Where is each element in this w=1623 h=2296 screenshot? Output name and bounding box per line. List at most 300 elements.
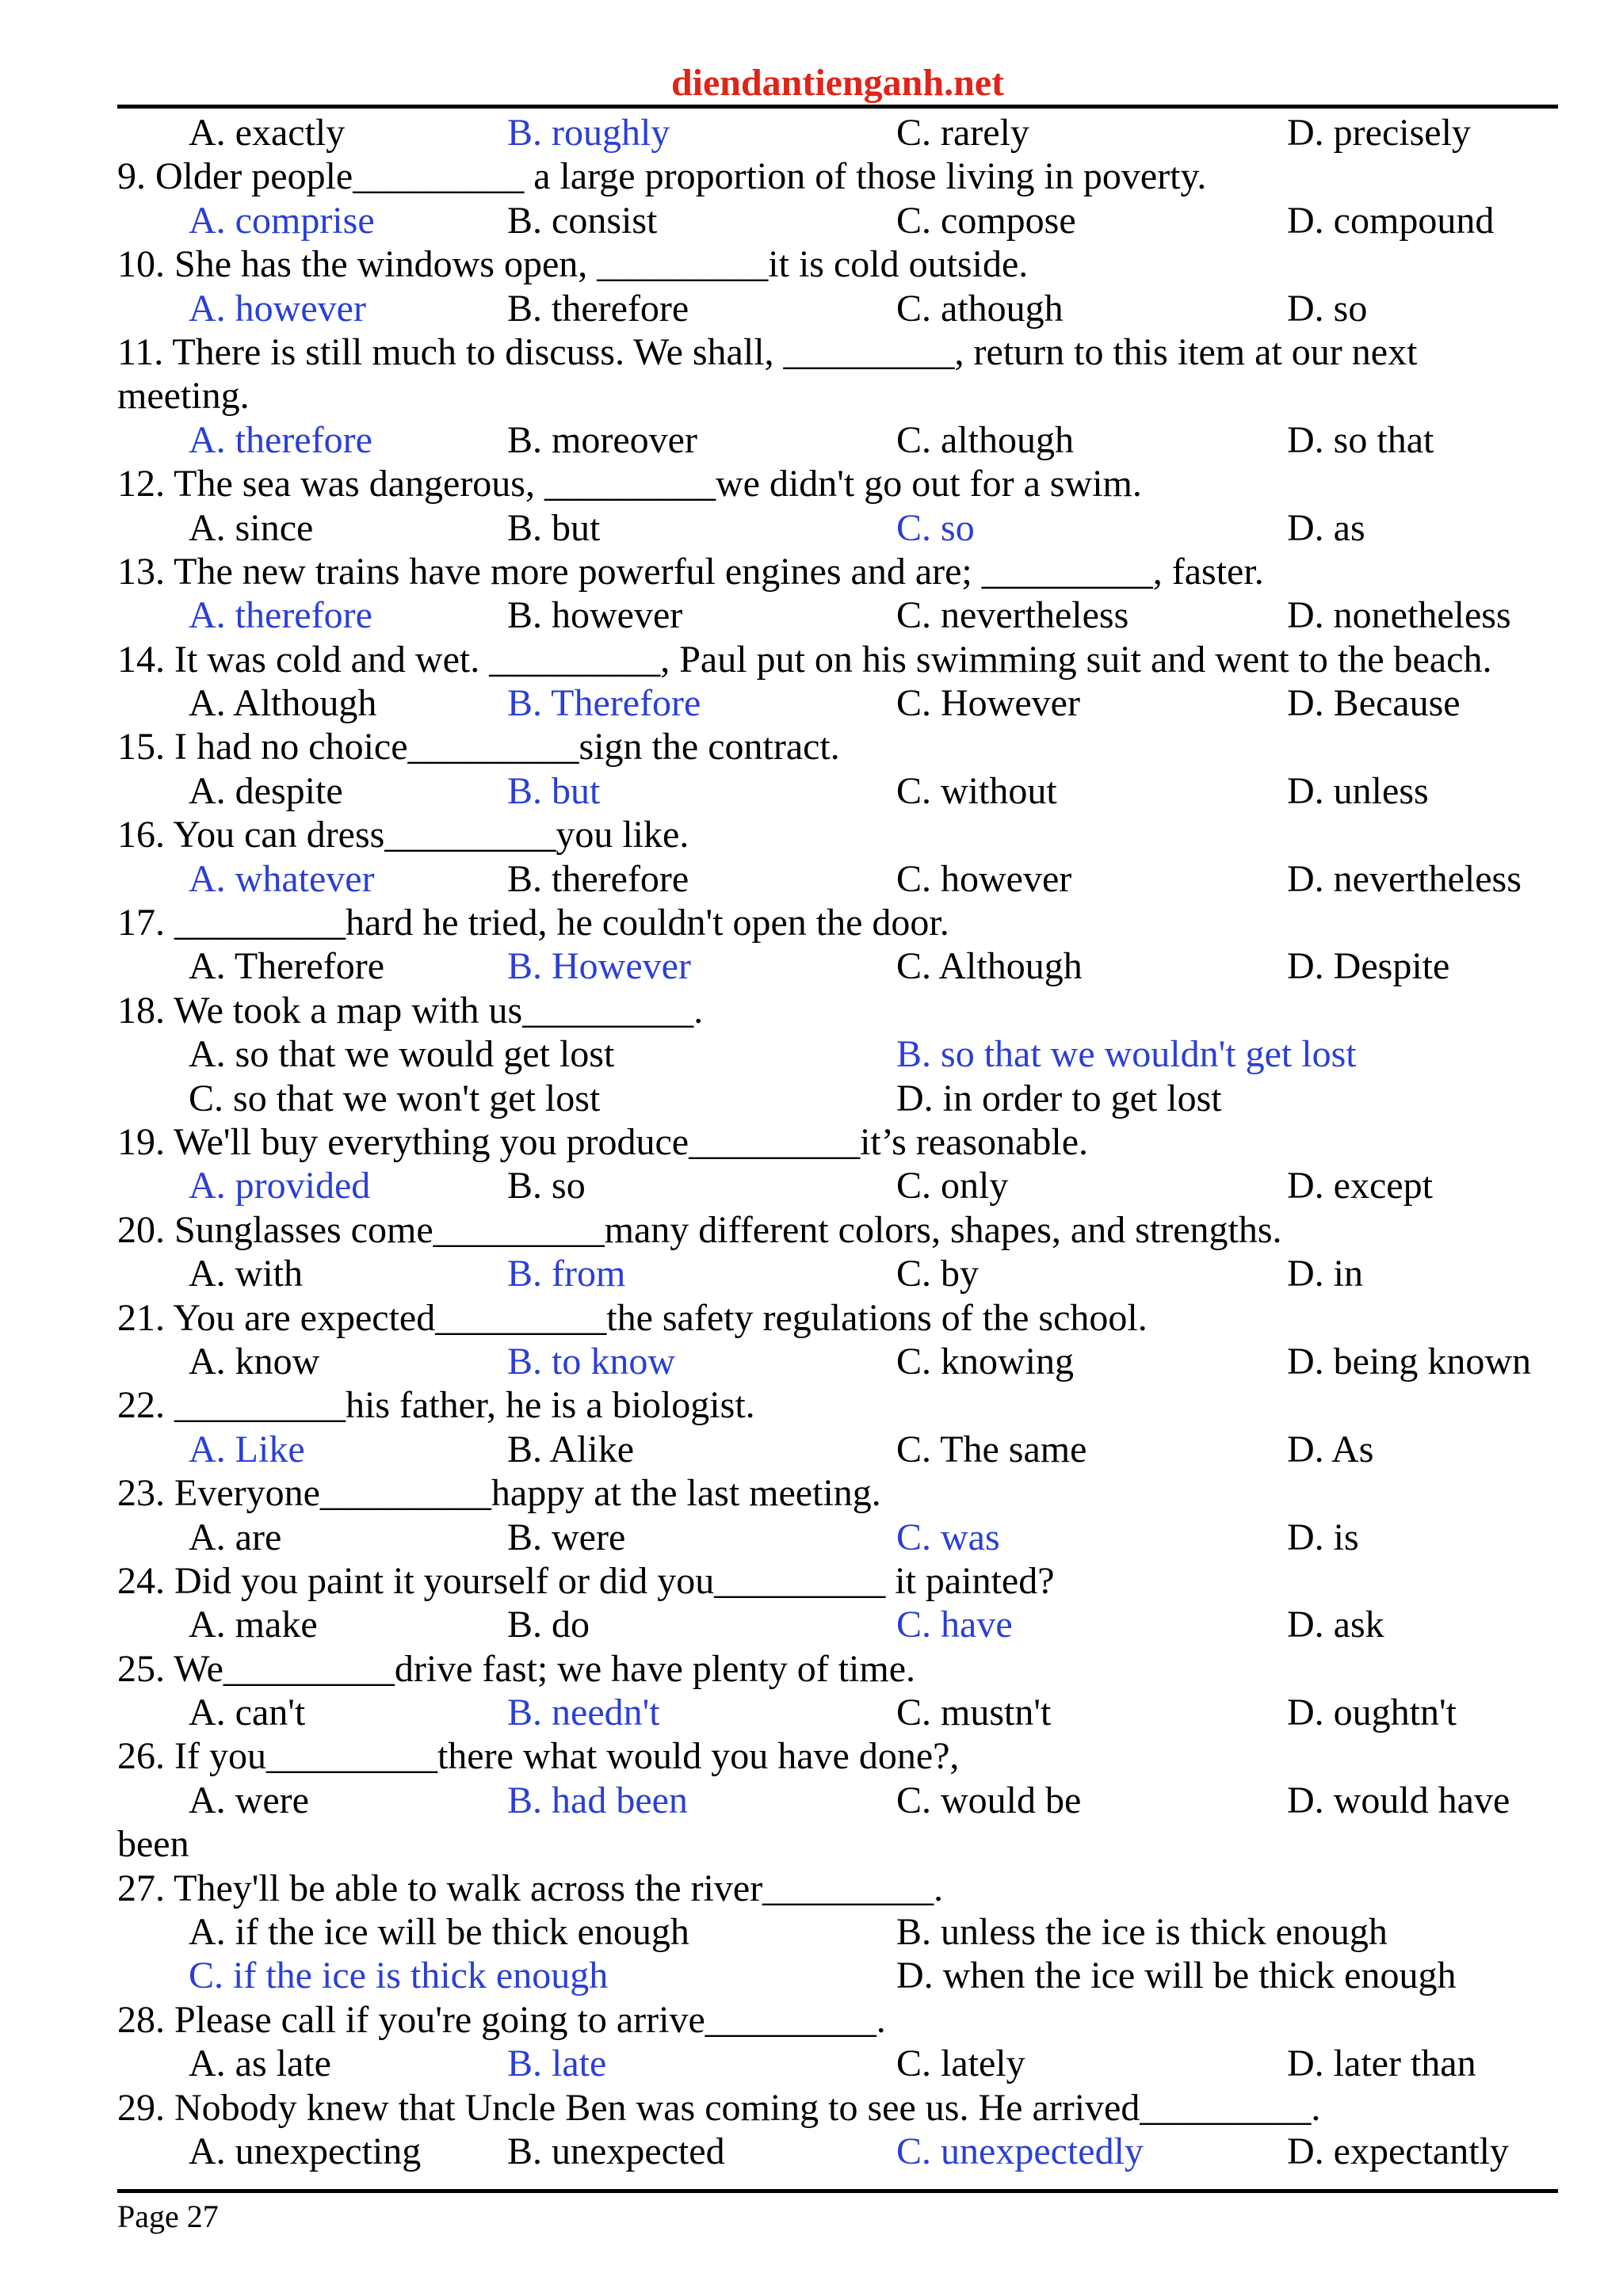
- option-text: However: [552, 945, 691, 988]
- question-23: [117, 1471, 1558, 1559]
- option-letter: A.: [189, 857, 226, 900]
- option-letter: D.: [1287, 506, 1324, 549]
- option-letter: C.: [189, 1955, 224, 1997]
- option-text: if the ice will be thick enough: [235, 1911, 689, 1954]
- question-number: 13.: [117, 550, 165, 593]
- option-letter: C.: [896, 287, 932, 330]
- option-b: [507, 593, 682, 637]
- question-list: [117, 111, 1558, 2173]
- option-d: [1287, 681, 1461, 725]
- option-letter: D.: [1287, 418, 1324, 461]
- option-text: therefore: [235, 594, 372, 637]
- option-text: however: [552, 594, 683, 637]
- option-text: without: [941, 769, 1057, 812]
- option-letter: A.: [189, 1911, 226, 1954]
- option-letter: B.: [507, 857, 543, 900]
- option-text: would be: [941, 1779, 1082, 1821]
- option-letter: D.: [1287, 945, 1324, 988]
- question-stem: [117, 1998, 1558, 2042]
- option-text: Because: [1333, 682, 1461, 725]
- question-text: Please call if you're going to arrive_________.: [174, 1998, 886, 2041]
- option-text-continuation: [117, 1822, 1558, 1866]
- question-text: The new trains have more powerful engines and are; _________, faster.: [174, 550, 1264, 593]
- option-letter: D.: [896, 1077, 934, 1119]
- option-text: although: [941, 418, 1074, 461]
- option-letter: A.: [189, 112, 226, 154]
- question-text: You are expected_________the safety regulations of the school.: [173, 1296, 1148, 1339]
- option-text: by: [941, 1253, 980, 1295]
- option-text: Although: [938, 945, 1083, 988]
- option-text: are: [235, 1516, 282, 1558]
- option-text: mustn't: [941, 1691, 1052, 1734]
- option-a: [189, 1252, 303, 1295]
- option-letter: A.: [189, 682, 226, 725]
- option-text: late: [552, 2042, 607, 2085]
- option-text: unexpecting: [235, 2130, 422, 2172]
- option-letter: C.: [189, 1077, 224, 1119]
- option-a: [189, 593, 372, 637]
- option-text: therefore: [552, 287, 689, 330]
- option-letter: A.: [189, 1779, 226, 1821]
- option-letter: B.: [896, 1033, 932, 1076]
- option-b: [507, 1603, 590, 1646]
- option-a: [189, 1032, 614, 1076]
- option-letter: A.: [189, 2130, 226, 2172]
- option-letter: B.: [507, 287, 543, 330]
- option-text: roughly: [552, 112, 670, 154]
- option-text: unless the ice is thick enough: [941, 1911, 1388, 1954]
- option-text: but: [552, 769, 601, 812]
- option-c: [896, 1691, 1051, 1734]
- option-a: [189, 944, 384, 988]
- question-stem: [117, 2086, 1558, 2130]
- option-a: [189, 857, 375, 901]
- option-letter: A.: [189, 1165, 226, 1207]
- option-text: so that we won't get lost: [233, 1077, 601, 1119]
- option-d: [1287, 1516, 1359, 1559]
- option-text: Therefore: [234, 945, 384, 988]
- question-number: 12.: [117, 463, 165, 505]
- option-a: [189, 681, 376, 725]
- question-stem: [117, 1734, 1558, 1778]
- options-row: [117, 1910, 1558, 1954]
- option-text: so that: [1333, 418, 1434, 461]
- option-letter: C.: [896, 594, 932, 637]
- option-c: [896, 1603, 1013, 1646]
- option-letter: B.: [507, 594, 543, 637]
- options-row: [117, 1954, 1558, 1997]
- option-text: can't: [235, 1691, 306, 1734]
- option-letter: B.: [507, 945, 543, 988]
- question-22: [117, 1383, 1558, 1471]
- option-d: [1287, 2130, 1509, 2173]
- option-c: [896, 857, 1071, 901]
- option-letter: A.: [189, 199, 226, 242]
- option-letter: B.: [507, 1340, 543, 1383]
- option-text: provided: [235, 1165, 371, 1207]
- question-stem: [117, 242, 1558, 286]
- options-row: [117, 1603, 1558, 1646]
- option-b: [507, 111, 670, 154]
- option-letter: A.: [189, 418, 226, 461]
- options-row: [117, 1032, 1558, 1076]
- option-text: nevertheless: [1333, 857, 1522, 900]
- option-letter: B.: [507, 1604, 543, 1646]
- question-number: 11.: [117, 330, 164, 373]
- question-text: Older people_________ a large proportion of those living in poverty.: [155, 155, 1207, 198]
- question-stem: [117, 462, 1558, 505]
- question-29: [117, 2086, 1558, 2174]
- question-text: We took a map with us_________.: [174, 989, 704, 1032]
- option-c: [896, 2042, 1025, 2085]
- option-a: [189, 287, 366, 330]
- option-text: make: [235, 1604, 318, 1646]
- options-row: [117, 857, 1558, 901]
- option-letter: C.: [896, 1779, 932, 1821]
- option-letter: C.: [896, 945, 932, 988]
- option-text: unexpectedly: [941, 2130, 1144, 2172]
- question-28: [117, 1998, 1558, 2086]
- option-text: whatever: [235, 857, 375, 900]
- question-stem: [117, 1647, 1558, 1691]
- option-a: [189, 1428, 305, 1471]
- option-b: [507, 1691, 660, 1734]
- option-c: [896, 111, 1029, 154]
- option-text: except: [1333, 1165, 1433, 1207]
- question-text: Everyone_________happy at the last meeting.: [174, 1472, 881, 1515]
- option-text: being known: [1333, 1340, 1531, 1383]
- option-text: nonetheless: [1333, 594, 1511, 637]
- option-text: so: [1333, 287, 1368, 330]
- option-letter: B.: [507, 1253, 543, 1295]
- question-number: 17.: [117, 902, 165, 944]
- option-c: [896, 1252, 979, 1295]
- question-number: 27.: [117, 1867, 165, 1909]
- option-text: so: [941, 506, 975, 549]
- option-text: knowing: [941, 1340, 1075, 1383]
- option-d: [1287, 1603, 1384, 1646]
- question-18: [117, 989, 1558, 1120]
- option-text: precisely: [1333, 112, 1471, 154]
- question-12: [117, 462, 1558, 550]
- option-text: is: [1333, 1516, 1359, 1558]
- question-text: Did you paint it yourself or did you_________ it painted?: [174, 1559, 1055, 1602]
- question-stem: [117, 901, 1558, 944]
- option-text: however: [235, 287, 366, 330]
- option-d: [1287, 199, 1494, 242]
- question-number: 29.: [117, 2086, 165, 2129]
- option-letter: B.: [507, 112, 543, 154]
- option-text: was: [941, 1516, 1000, 1558]
- option-letter: D.: [1287, 769, 1324, 812]
- option-letter: A.: [189, 287, 226, 330]
- option-c: [896, 681, 1080, 725]
- option-text: compose: [941, 199, 1076, 242]
- option-text: do: [552, 1604, 590, 1646]
- question-number: 16.: [117, 814, 165, 856]
- question-text: _________his father, he is a biologist.: [174, 1384, 755, 1427]
- question-27: [117, 1867, 1558, 1998]
- option-a: [189, 1516, 281, 1559]
- question-number: 19.: [117, 1120, 165, 1163]
- option-text: have: [941, 1604, 1013, 1646]
- option-letter: A.: [189, 1033, 226, 1076]
- option-text: lately: [941, 2042, 1025, 2085]
- option-letter: C.: [896, 1253, 932, 1295]
- option-text: athough: [941, 287, 1064, 330]
- question-text: It was cold and wet. _________, Paul put on his swimming suit and went to the beach.: [174, 638, 1492, 681]
- option-text: Therefore: [551, 682, 701, 725]
- option-letter: A.: [189, 1428, 226, 1470]
- question-number: 21.: [117, 1296, 165, 1339]
- option-letter: C.: [896, 418, 932, 461]
- question-stem: [117, 1120, 1558, 1164]
- option-b: [507, 944, 691, 988]
- option-letter: D.: [1287, 1779, 1324, 1821]
- option-d: [1287, 1164, 1433, 1207]
- options-row: [117, 1428, 1558, 1471]
- option-b: [507, 1164, 586, 1207]
- question-text: They'll be able to walk across the river_________.: [174, 1867, 944, 1909]
- question-21: [117, 1296, 1558, 1384]
- option-d: [1287, 593, 1511, 637]
- option-text: comprise: [235, 199, 375, 242]
- option-letter: A.: [189, 1253, 226, 1295]
- question-stem: [117, 1383, 1558, 1427]
- option-d: [896, 1954, 1456, 1997]
- option-text: know: [235, 1340, 320, 1383]
- question-19: [117, 1120, 1558, 1208]
- option-b: [507, 1516, 625, 1559]
- options-row: [117, 1164, 1558, 1207]
- question-text: If you_________there what would you have done?,: [174, 1735, 960, 1778]
- option-b: [507, 1779, 688, 1822]
- question-stem: [117, 1471, 1558, 1515]
- option-text: ask: [1333, 1604, 1384, 1646]
- question-stem: [117, 1296, 1558, 1340]
- option-text: would have: [1333, 1779, 1510, 1821]
- question-number: 25.: [117, 1647, 165, 1690]
- option-text: rarely: [941, 112, 1029, 154]
- question-text: The sea was dangerous, _________we didn't go out for a swim.: [174, 463, 1142, 505]
- option-text: As: [1331, 1428, 1374, 1470]
- option-letter: B.: [507, 2042, 543, 2085]
- question-continuation: [117, 111, 1558, 154]
- question-number: 23.: [117, 1472, 165, 1515]
- option-letter: B.: [507, 418, 543, 461]
- option-c: [896, 287, 1064, 330]
- option-d: [1287, 944, 1449, 988]
- option-letter: A.: [189, 1604, 226, 1646]
- options-row: [117, 769, 1558, 813]
- page-number: Page 27: [117, 2199, 219, 2234]
- option-letter: D.: [1287, 1253, 1324, 1295]
- option-letter: C.: [896, 857, 932, 900]
- options-row: [117, 418, 1558, 462]
- option-letter: B.: [507, 1779, 543, 1821]
- question-number: 9.: [117, 155, 146, 198]
- option-d: [1287, 1340, 1531, 1383]
- question-25: [117, 1647, 1558, 1735]
- option-letter: C.: [896, 506, 932, 549]
- question-number: 26.: [117, 1735, 165, 1778]
- option-letter: D.: [1287, 1428, 1324, 1470]
- option-b: [896, 1032, 1357, 1076]
- question-17: [117, 901, 1558, 989]
- options-row: [117, 1516, 1558, 1559]
- option-a: [189, 1164, 370, 1207]
- option-d: [1287, 111, 1471, 154]
- option-letter: A.: [189, 1691, 226, 1734]
- option-d: [896, 1077, 1222, 1120]
- option-text: as late: [235, 2042, 331, 2085]
- option-d: [1287, 2042, 1476, 2085]
- question-text: We'll buy everything you produce_________it’s reasonable.: [174, 1120, 1088, 1163]
- options-row: [117, 1252, 1558, 1295]
- option-letter: A.: [189, 506, 226, 549]
- option-b: [507, 287, 689, 330]
- option-text: so: [552, 1165, 586, 1207]
- question-number: 20.: [117, 1208, 165, 1251]
- option-text: compound: [1333, 199, 1495, 242]
- option-a: [189, 1603, 318, 1646]
- option-b: [507, 1428, 634, 1471]
- option-b: [507, 1252, 625, 1295]
- option-c: [896, 593, 1128, 637]
- question-text: meeting.: [117, 375, 250, 418]
- option-text: had been: [552, 1779, 688, 1821]
- option-a: [189, 1340, 319, 1383]
- option-letter: B.: [507, 199, 543, 242]
- option-d: [1287, 1779, 1510, 1822]
- option-text: The same: [940, 1428, 1087, 1470]
- question-number: 24.: [117, 1559, 165, 1602]
- question-10: [117, 242, 1558, 330]
- option-a: [189, 111, 345, 154]
- question-text: _________hard he tried, he couldn't open the door.: [174, 902, 949, 944]
- option-text: but: [552, 506, 601, 549]
- option-letter: B.: [507, 1165, 543, 1207]
- header-rule: [117, 105, 1558, 109]
- option-text: therefore: [552, 857, 689, 900]
- option-c: [896, 1164, 1008, 1207]
- option-a: [189, 2130, 421, 2173]
- option-d: [1287, 287, 1367, 330]
- option-letter: D.: [1287, 682, 1324, 725]
- option-letter: A.: [189, 1340, 226, 1383]
- option-letter: A.: [189, 945, 226, 988]
- option-letter: B.: [507, 1691, 543, 1734]
- question-text: We_________drive fast; we have plenty of time.: [174, 1647, 916, 1690]
- option-text: oughtn't: [1333, 1691, 1457, 1734]
- option-text: from: [552, 1253, 626, 1295]
- option-letter: C.: [896, 1165, 932, 1207]
- question-text: There is still much to discuss. We shall, _________, return to this item at our next: [172, 330, 1418, 373]
- option-c: [896, 944, 1083, 988]
- option-letter: B.: [507, 769, 543, 812]
- option-d: [1287, 1428, 1373, 1471]
- option-b: [507, 2042, 606, 2085]
- option-c: [896, 506, 975, 550]
- option-d: [1287, 506, 1365, 550]
- option-c: [189, 1954, 608, 1997]
- question-stem: [117, 638, 1558, 681]
- question-9: [117, 154, 1558, 242]
- options-row: [117, 287, 1558, 330]
- question-stem: [117, 1867, 1558, 1910]
- option-letter: D.: [1287, 857, 1324, 900]
- option-text: in order to get lost: [942, 1077, 1222, 1119]
- option-text: with: [235, 1253, 304, 1295]
- option-letter: D.: [1287, 287, 1324, 330]
- option-text: when the ice will be thick enough: [942, 1955, 1457, 1997]
- option-text: expectantly: [1333, 2130, 1509, 2172]
- options-row: [117, 199, 1558, 242]
- question-stem: [117, 813, 1558, 856]
- option-text: as: [1333, 506, 1365, 549]
- option-text: Despite: [1333, 945, 1450, 988]
- option-b: [507, 681, 701, 725]
- question-11: [117, 330, 1558, 462]
- option-letter: D.: [1287, 1165, 1324, 1207]
- option-b: [896, 1910, 1388, 1954]
- footer-rule: [117, 2189, 1558, 2193]
- option-text: been: [117, 1823, 189, 1866]
- option-a: [189, 1691, 305, 1734]
- option-text: only: [941, 1165, 1009, 1207]
- option-d: [1287, 418, 1434, 462]
- option-c: [896, 769, 1057, 813]
- option-text: were: [552, 1516, 626, 1558]
- option-letter: B.: [507, 1428, 543, 1470]
- option-d: [1287, 1691, 1457, 1734]
- question-text: Sunglasses come_________many different colors, shapes, and strengths.: [174, 1208, 1282, 1251]
- option-text: However: [941, 682, 1080, 725]
- option-text: Alike: [549, 1428, 635, 1470]
- question-15: [117, 725, 1558, 813]
- option-text: needn't: [552, 1691, 660, 1734]
- option-letter: C.: [896, 1604, 932, 1646]
- question-text: You can dress_________you like.: [173, 814, 689, 856]
- option-c: [189, 1077, 600, 1120]
- question-text: I had no choice_________sign the contract.: [174, 726, 840, 769]
- site-title: diendantienganh.net: [670, 62, 1005, 104]
- question-stem: [117, 330, 1558, 374]
- option-a: [189, 1779, 309, 1822]
- option-letter: C.: [896, 682, 932, 725]
- options-row: [117, 681, 1558, 725]
- option-letter: A.: [189, 769, 226, 812]
- option-text: consist: [552, 199, 658, 242]
- option-text: therefore: [235, 418, 372, 461]
- options-row: [117, 944, 1558, 988]
- question-number: 18.: [117, 989, 165, 1032]
- question-text: She has the windows open, _________it is cold outside.: [174, 243, 1029, 286]
- question-20: [117, 1208, 1558, 1296]
- question-13: [117, 550, 1558, 638]
- option-letter: A.: [189, 594, 226, 637]
- option-letter: D.: [1287, 2042, 1324, 2085]
- option-letter: C.: [896, 1340, 932, 1383]
- option-letter: B.: [507, 1516, 543, 1558]
- options-row: [117, 506, 1558, 550]
- option-letter: B.: [507, 2130, 543, 2172]
- option-text: so that we wouldn't get lost: [941, 1033, 1357, 1076]
- question-16: [117, 813, 1558, 901]
- question-number: 28.: [117, 1998, 165, 2041]
- option-text: Like: [235, 1428, 305, 1470]
- option-c: [896, 1779, 1081, 1822]
